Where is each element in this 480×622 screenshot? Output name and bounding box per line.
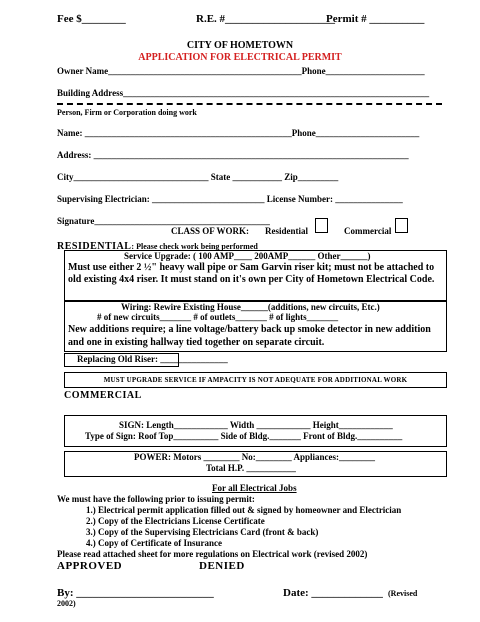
circuits-field[interactable]: # of new circuits_______ # of outlets_______ # of lights_______: [97, 312, 339, 322]
power-field[interactable]: POWER: Motors ________ No:________ Appliances:________: [134, 452, 375, 462]
commercial-checkbox[interactable]: [395, 218, 408, 233]
city-state-zip-field[interactable]: City______________________________ State ___________ Zip_________: [57, 172, 339, 182]
total-hp-field[interactable]: Total H.P. ___________: [206, 463, 296, 473]
denied-label[interactable]: DENIED: [199, 560, 245, 572]
revised-label: (Revised: [388, 589, 418, 598]
revised-year: 2002): [57, 599, 76, 608]
commercial-heading: COMMERCIAL: [64, 390, 142, 401]
section-divider: [57, 103, 442, 105]
contractor-address-field[interactable]: Address: ______________________________________________________________________: [57, 150, 409, 160]
signature-field[interactable]: Signature_______________________________________: [57, 216, 270, 226]
class-of-work-label: CLASS OF WORK:: [171, 226, 250, 236]
fee-field[interactable]: Fee $________: [57, 13, 126, 25]
riser-note: Must use either 2 ½" heavy wall pipe or Sam Garvin riser kit; must not be attached to old existing 4x4 riser. It must stand on it's own per City of Hometown Electrical Code.: [68, 262, 435, 285]
rewire-field[interactable]: Wiring: Rewire Existing House______(additions, new circuits, Etc.): [121, 302, 380, 312]
permit-field[interactable]: Permit # __________: [326, 13, 425, 25]
additions-note: New additions require; a line voltage/battery back up smoke detector in new addition and one in existing hallway tied together on separate circuit.: [68, 324, 431, 348]
owner-name-field[interactable]: Owner Name___________________________________________Phone______________________: [57, 66, 425, 76]
residential-note: : Please check work being performed: [131, 242, 258, 251]
commercial-label: Commercial: [344, 226, 392, 236]
service-upgrade-field[interactable]: Service Upgrade: ( 100 AMP____ 200AMP______ Other______): [124, 251, 371, 261]
all-jobs-heading: For all Electrical Jobs: [212, 483, 297, 493]
regulations-note: Please read attached sheet for more regulations on Electrical work (revised 2002): [57, 549, 368, 559]
approved-label[interactable]: APPROVED: [57, 560, 123, 572]
building-address-field[interactable]: Building Address____________________________________________________________________: [57, 88, 430, 98]
must-upgrade-note: MUST UPGRADE SERVICE IF AMPACITY IS NOT ADEQUATE FOR ADDITIONAL WORK: [103, 376, 408, 384]
contractor-heading: Person, Firm or Corporation doing work: [57, 108, 197, 117]
date-field[interactable]: Date: _____________: [283, 587, 383, 599]
requirement-item: 2.) Copy of the Electricians License Certificate: [86, 516, 265, 526]
city-name: CITY OF HOMETOWN: [186, 40, 294, 51]
requirement-item: 3.) Copy of the Supervising Electricians Card (front & back): [86, 527, 319, 537]
requirement-item: 1.) Electrical permit application filled out & signed by homeowner and Electrician: [86, 505, 402, 515]
approved-by-field[interactable]: By: _________________________: [57, 587, 214, 599]
supervising-electrician-field[interactable]: Supervising Electrician: _________________________ License Number: _______________: [57, 194, 403, 204]
form-title: APPLICATION FOR ELECTRICAL PERMIT: [138, 52, 342, 63]
all-jobs-intro: We must have the following prior to issuing permit:: [57, 494, 255, 504]
requirement-item: 4.) Copy of Certificate of Insurance: [86, 538, 222, 548]
sign-type-field[interactable]: Type of Sign: Roof Top__________ Side of Bldg._______ Front of Bldg.__________: [85, 431, 403, 441]
old-riser-field[interactable]: Replacing Old Riser: _______________: [77, 354, 228, 364]
residential-heading: RESIDENTIAL: [57, 241, 132, 252]
contractor-name-field[interactable]: Name: ______________________________________________Phone_______________________: [57, 128, 420, 138]
re-field[interactable]: R.E. #____________________: [196, 13, 336, 25]
residential-label: Residential: [265, 226, 309, 236]
residential-checkbox[interactable]: [315, 218, 328, 233]
sign-dimensions-field[interactable]: SIGN: Length____________ Width ____________ Height____________: [119, 420, 393, 430]
